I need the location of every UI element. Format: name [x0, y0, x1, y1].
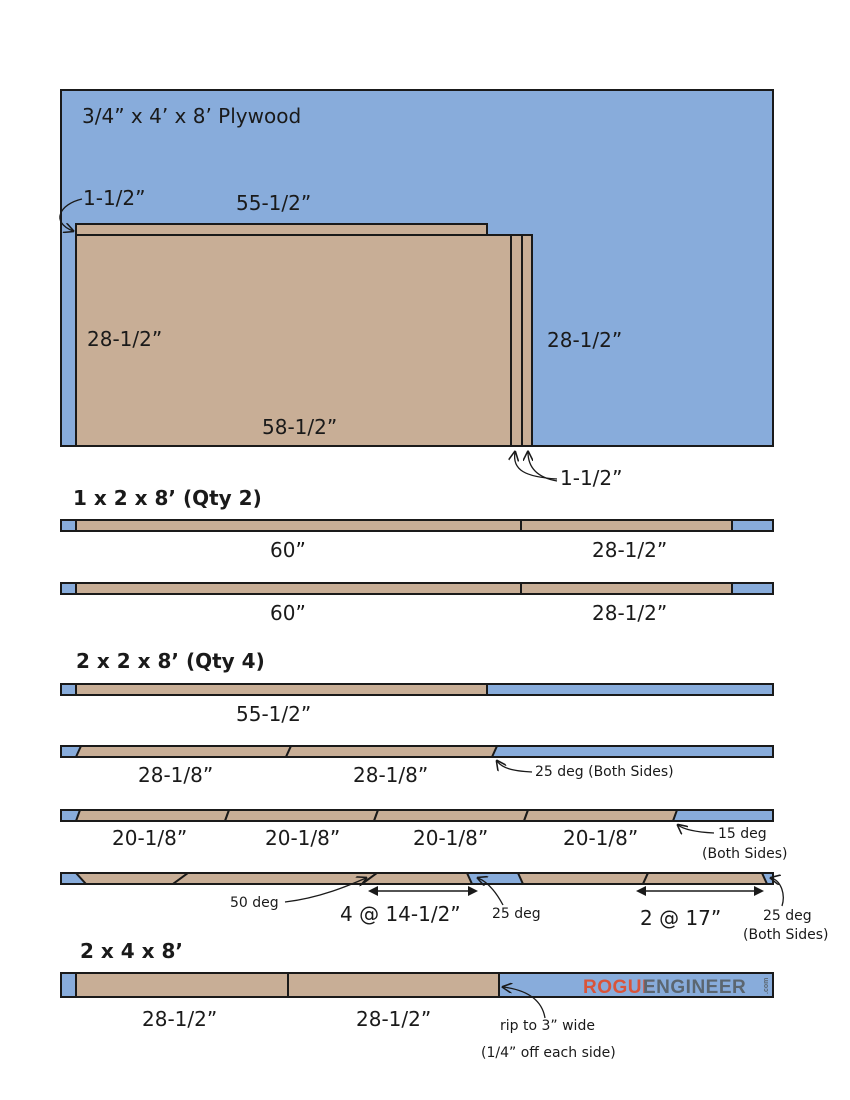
label-1x2-row2-60: 60”	[270, 601, 306, 625]
cut-2x2-row1-55	[76, 684, 487, 695]
plywood-strip-arrow-1	[515, 452, 557, 479]
cut-2x2-row4-c	[362, 873, 472, 884]
dim-2x2-row4-group1-left-head	[368, 886, 378, 896]
label-1x2-row2-28: 28-1/2”	[592, 601, 668, 625]
label-2x2-row4-group2: 2 @ 17”	[640, 906, 722, 930]
label-2x2-row3-b: 20-1/8”	[265, 826, 341, 850]
cut-2x2-row4-e	[643, 873, 767, 884]
cut-2x2-row4-a	[76, 873, 188, 884]
plywood-panel-height-label: 28-1/2”	[87, 327, 163, 351]
boards-2x2-title: 2 x 2 x 8’ (Qty 4)	[76, 649, 265, 673]
plywood-top-strip-label: 55-1/2”	[236, 191, 312, 215]
dim-2x2-row4-group2-left-head	[636, 886, 646, 896]
label-2x2-row4-angle50: 50 deg	[230, 895, 279, 911]
boards-2x4-section	[61, 939, 773, 1061]
logo-part1: ROGUE	[583, 977, 656, 998]
note-2x2-row3-line2: (Both Sides)	[702, 846, 788, 862]
plywood-vertical-strip-2	[522, 235, 532, 446]
cut-2x2-row2-a	[76, 746, 291, 757]
cut-2x2-row4-b	[173, 873, 377, 884]
note-2x2-row3-line1: 15 deg	[718, 826, 767, 842]
note-2x2-row2: 25 deg (Both Sides)	[535, 764, 674, 780]
plywood-right-strips-width-label: 1-1/2”	[560, 466, 623, 490]
logo-part2: ENGINEER	[643, 977, 747, 998]
cut-2x2-row3-d	[524, 810, 677, 821]
cut-2x4-b	[288, 973, 499, 997]
note-2x4-line2: (1/4” off each side)	[481, 1045, 616, 1061]
logo-part3: .com	[763, 977, 770, 994]
label-1x2-row1-28: 28-1/2”	[592, 538, 668, 562]
label-2x2-row4-group1: 4 @ 14-1/2”	[340, 902, 461, 926]
label-2x2-row3-c: 20-1/8”	[413, 826, 489, 850]
label-2x2-row2-b: 28-1/8”	[353, 763, 429, 787]
label-2x4-b: 28-1/2”	[356, 1007, 432, 1031]
plywood-section	[60, 90, 773, 490]
cut-1x2-row1-28	[521, 520, 732, 531]
label-2x4-a: 28-1/2”	[142, 1007, 218, 1031]
plywood-top-strip	[76, 224, 487, 235]
boards-2x2-section	[61, 649, 828, 943]
note-2x4-line1: rip to 3” wide	[500, 1018, 595, 1034]
label-1x2-row1-60: 60”	[270, 538, 306, 562]
label-2x2-row3-d: 20-1/8”	[563, 826, 639, 850]
plywood-right-strips-height-label: 28-1/2”	[547, 328, 623, 352]
label-2x2-row1-55: 55-1/2”	[236, 702, 312, 726]
boards-1x2-section	[61, 486, 773, 625]
cut-2x4-a	[76, 973, 288, 997]
note-2x2-row4-line2: (Both Sides)	[743, 927, 829, 943]
cut-2x2-row3-a	[76, 810, 229, 821]
plywood-panel-width-label: 58-1/2”	[262, 415, 338, 439]
plywood-title: 3/4” x 4’ x 8’ Plywood	[82, 104, 302, 128]
arrow-2x2-row3	[678, 825, 714, 833]
plywood-vertical-strip-1	[511, 235, 522, 446]
dim-2x2-row4-group2-right-head	[754, 886, 764, 896]
boards-2x4-title: 2 x 4 x 8’	[80, 939, 183, 963]
boards-1x2-title: 1 x 2 x 8’ (Qty 2)	[73, 486, 262, 510]
cut-2x2-row4-d	[518, 873, 648, 884]
cut-2x2-row3-c	[374, 810, 528, 821]
plywood-strip-arrow-2	[528, 452, 557, 481]
label-2x2-row3-a: 20-1/8”	[112, 826, 188, 850]
plywood-edge-strip-label: 1-1/2”	[83, 186, 146, 210]
cut-1x2-row2-28	[521, 583, 732, 594]
label-2x2-row4-angle25: 25 deg	[492, 906, 541, 922]
cut-1x2-row1-60	[76, 520, 521, 531]
rogue-engineer-logo	[583, 977, 770, 998]
cut-2x2-row2-b	[286, 746, 497, 757]
cut-1x2-row2-60	[76, 583, 521, 594]
dim-2x2-row4-group1-right-head	[468, 886, 478, 896]
note-2x2-row4-line1: 25 deg	[763, 908, 812, 924]
label-2x2-row2-a: 28-1/8”	[138, 763, 214, 787]
cut-2x2-row3-b	[225, 810, 378, 821]
arrow-2x2-row2	[497, 761, 532, 772]
